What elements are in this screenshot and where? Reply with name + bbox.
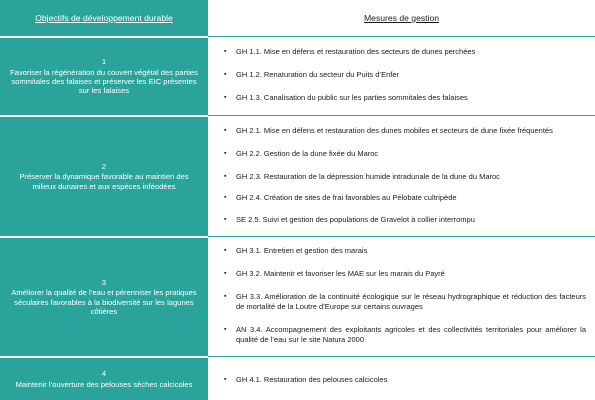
square-bullet-icon: ▪ (224, 376, 227, 383)
objective-number: 3 (101, 277, 107, 287)
objective-2 (0, 115, 208, 236)
square-bullet-icon: ▪ (224, 270, 227, 277)
square-bullet-icon: ▪ (224, 326, 227, 333)
measure-item: ▪ GH 1.2. Renaturation du secteur du Puits d’Enfer (224, 70, 400, 79)
objective-number: 2 (101, 161, 107, 171)
measure-item: ▪ SE 2.5. Suivi et gestion des populations de Gravelot à collier interrompu (224, 215, 475, 224)
header-measures: Mesures de gestion (208, 0, 595, 37)
objective-number: 4 (101, 369, 107, 379)
square-bullet-icon: ▪ (224, 71, 227, 78)
measure-item: ▪ GH 3.1. Entretien et gestion des marais (224, 246, 368, 255)
objective-3 (0, 236, 208, 356)
measure-item: ▪ GH 3.3. Amélioration de la continuité écologique sur le réseau hydrographique et réduction des facteurs de mortalité de la Loutre d’Europe sur certains ouvrages (224, 292, 586, 311)
square-bullet-icon: ▪ (224, 173, 227, 180)
objective-text: Maintenir l’ouverture des pelouses sèches calcicoles (15, 379, 193, 389)
objective-text: Préserver la dynamique favorable au maintien des milieux dunaires et aux espèces inféodées (19, 172, 189, 191)
measures-4 (208, 356, 595, 400)
measures-1 (208, 36, 595, 115)
square-bullet-icon: ▪ (224, 48, 227, 55)
measures-2 (208, 115, 595, 236)
square-bullet-icon: ▪ (224, 194, 227, 201)
measure-item: ▪ GH 2.4. Création de sites de frai favorables au Pélobate cultripède (224, 193, 457, 202)
objective-4 (0, 356, 208, 400)
table-header (0, 0, 595, 36)
measure-item: ▪ GH 2.1. Mise en défens et restauration des dunes mobiles et secteurs de dune fixée fréquentés (224, 126, 553, 135)
measure-item: ▪ GH 2.2. Gestion de la dune fixée du Maroc (224, 149, 379, 158)
square-bullet-icon: ▪ (224, 150, 227, 157)
objective-text: Favoriser la régénération du couvert végétal des parties sommitales des falaises et préserver les EIC présentes sur les falaises (10, 67, 198, 96)
measure-item: ▪ AN 3.4. Accompagnement des exploitants agricoles et des collectivités territoriales pour améliorer la qualité de l’eau sur le site Natura 2000 (224, 325, 586, 344)
square-bullet-icon: ▪ (224, 127, 227, 134)
objective-number: 1 (101, 57, 107, 67)
objective-text: Améliorer la qualité de l’eau et pérenniser les pratiques séculaires favorables à la biodiversité sur les lagunes côtières (11, 288, 197, 316)
measure-item: ▪ GH 3.2. Maintenir et favoriser les MAE sur les marais du Payré (224, 269, 445, 278)
square-bullet-icon: ▪ (224, 293, 227, 300)
measure-item: ▪ GH 1.3. Canalisation du public sur les parties sommitales des falaises (224, 93, 468, 102)
objective-1 (0, 36, 208, 115)
measures-3 (208, 236, 595, 356)
measure-item: ▪ GH 2.3. Restauration de la dépression humide intradunale de la dune du Maroc (224, 172, 500, 181)
measure-item: ▪ GH 4.1. Restauration des pelouses calcicoles (224, 375, 388, 384)
square-bullet-icon: ▪ (224, 247, 227, 254)
measure-item: ▪ GH 1.1. Mise en défens et restauration des secteurs de dunes perchées (224, 47, 476, 56)
square-bullet-icon: ▪ (224, 216, 227, 223)
header-objectives: Objectifs de développement durable (0, 0, 208, 36)
square-bullet-icon: ▪ (224, 94, 227, 101)
